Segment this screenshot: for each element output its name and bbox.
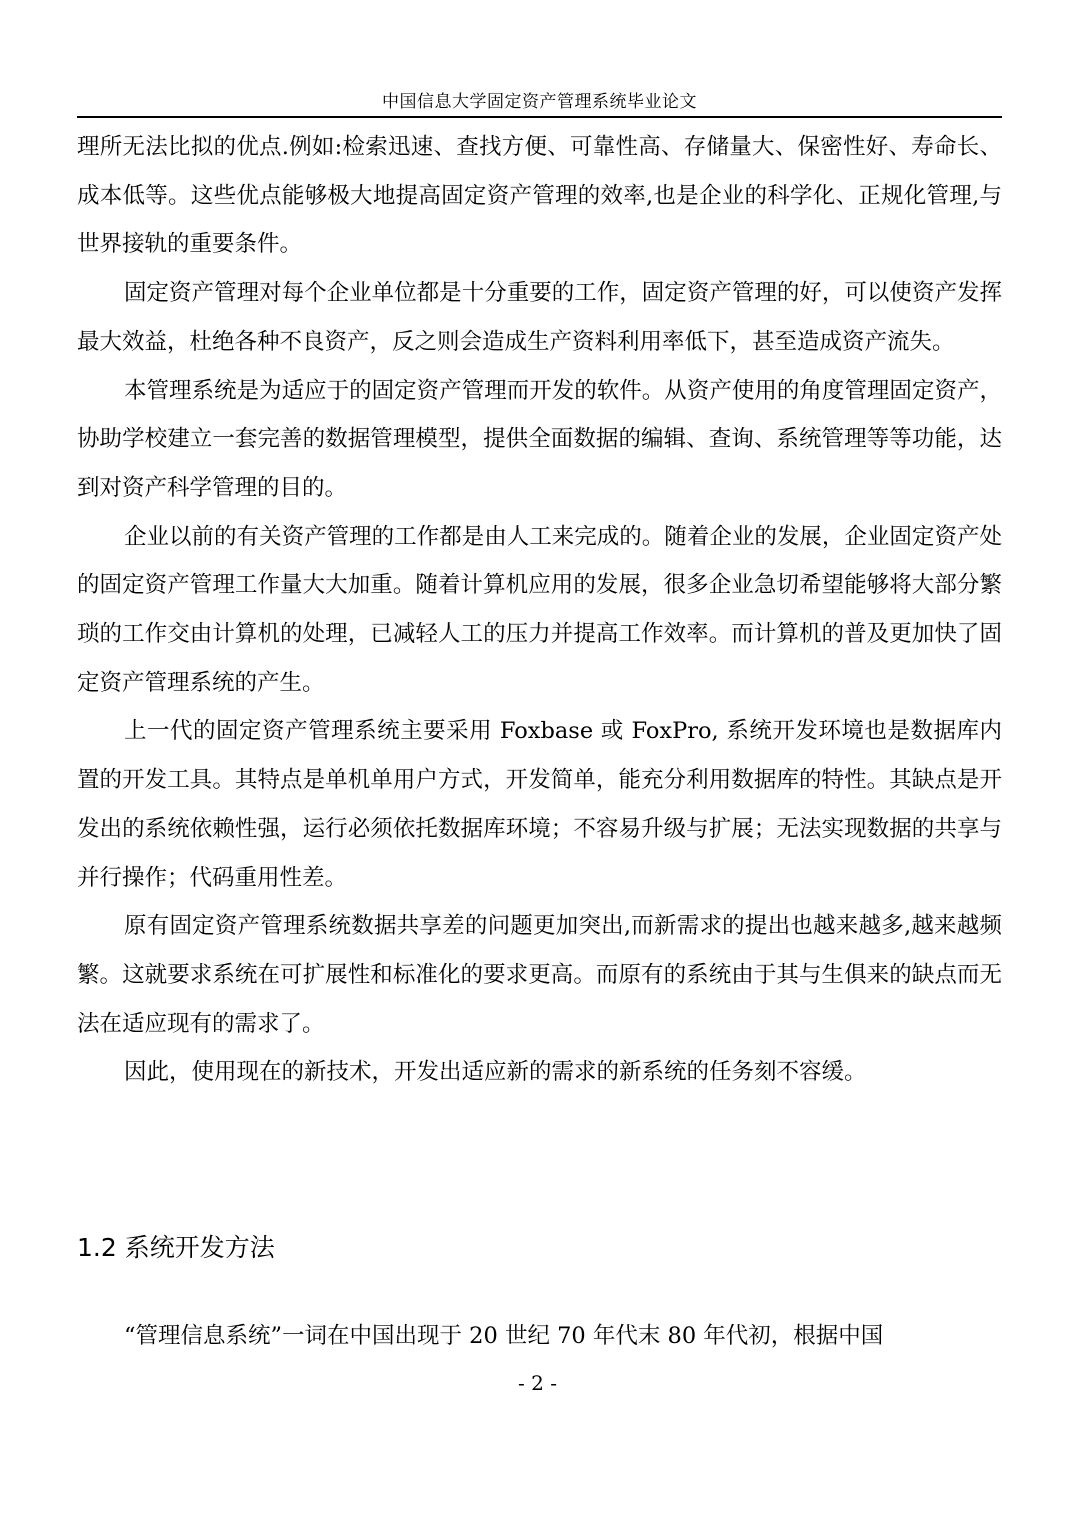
running-header: 中国信息大学固定资产管理系统毕业论文 [77,88,1002,118]
paragraph: 本管理系统是为适应于的固定资产管理而开发的软件。从资产使用的角度管理固定资产，协助学校建立一套完善的数据管理模型，提供全面数据的编辑、查询、系统管理等等功能，达到对资产科学管理的目的。 [77,377,1002,501]
section-heading: 1.2 系统开发方法 [77,1233,275,1262]
page-number: - 2 - [518,1371,557,1395]
paragraph-continuation: 理所无法比拟的优点.例如:检索迅速、查找方便、可靠性高、存储量大、保密性好、寿命长、成本低等。这些优点能够极大地提高固定资产管理的效率,也是企业的科学化、正规化管理,与世界接轨的重要条件。 [77,134,1002,258]
paragraph: 固定资产管理对每个企业单位都是十分重要的工作，固定资产管理的好，可以使资产发挥最大效益，杜绝各种不良资产，反之则会造成生产资料利用率低下，甚至造成资产流失。 [77,280,1002,355]
paragraph: 因此，使用现在的新技术，开发出适应新的需求的新系统的任务刻不容缓。 [124,1059,867,1086]
body-text [77,123,1002,1097]
paragraph: 原有固定资产管理系统数据共享差的问题更加突出,而新需求的提出也越来越多,越来越频繁。这就要求系统在可扩展性和标准化的要求更高。而原有的系统由于其与生俱来的缺点而无法在适应现有的需求了。 [77,913,1002,1037]
paragraph: “管理信息系统”一词在中国出现于 20 世纪 70 年代末 80 年代初，根据中国 [124,1323,884,1349]
paragraph: 上一代的固定资产管理系统主要采用 Foxbase 或 FoxPro, 系统开发环境也是数据库内置的开发工具。其特点是单机单用户方式，开发简单，能充分利用数据库的特性。其缺点是开发出的系统依赖性强，运行必须依托数据库环境；不容易升级与扩展；无法实现数据的共享与并行操作；代码重用性差。 [77,718,1002,891]
section-body [77,1312,1002,1361]
paragraph: 企业以前的有关资产管理的工作都是由人工来完成的。随着企业的发展，企业固定资产处的固定资产管理工作量大大加重。随着计算机应用的发展，很多企业急切希望能够将大部分繁琐的工作交由计算机的处理，已减轻人工的压力并提高工作效率。而计算机的普及更加快了固定资产管理系统的产生。 [77,523,1002,696]
